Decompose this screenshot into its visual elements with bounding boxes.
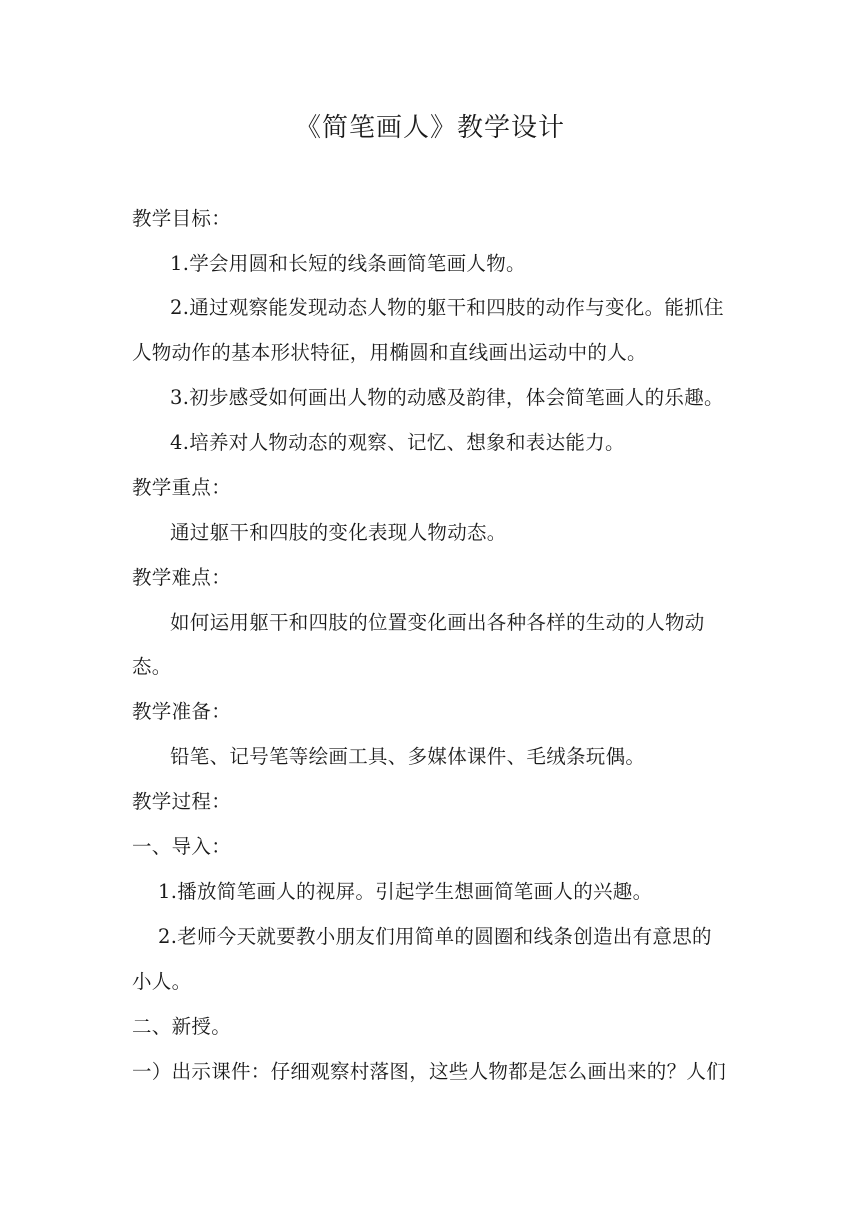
- process-section-2-heading: 二、新授。: [132, 1015, 232, 1038]
- process-section-2-sub-1-line-1: 一）出示课件：仔细观察村落图，这些人物都是怎么画出来的？人们: [132, 1060, 727, 1083]
- key-points-heading: 教学重点：: [132, 476, 232, 499]
- objective-item-2-line-2: 人物动作的基本形状特征，用椭圆和直线画出运动中的人。: [132, 341, 647, 364]
- key-points-text: 通过躯干和四肢的变化表现人物动态。: [170, 521, 507, 544]
- process-section-1-item-2-line-2: 小人。: [132, 970, 192, 993]
- document-title: 《简笔画人》教学设计: [294, 113, 565, 143]
- difficulties-text-line-1: 如何运用躯干和四肢的位置变化画出各种各样的生动的人物动: [170, 611, 705, 634]
- objective-item-4: 4.培养对人物动态的观察、记忆、想象和表达能力。: [170, 431, 625, 454]
- process-heading: 教学过程：: [132, 790, 232, 813]
- process-section-1-item-1: 1.播放简笔画人的视屏。引起学生想画简笔画人的兴趣。: [158, 880, 653, 903]
- process-section-1-heading: 一、导入：: [132, 835, 232, 858]
- objective-item-3: 3.初步感受如何画出人物的动感及韵律，体会简笔画人的乐趣。: [170, 386, 724, 409]
- preparation-text: 铅笔、记号笔等绘画工具、多媒体课件、毛绒条玩偶。: [170, 745, 646, 768]
- objectives-heading: 教学目标：: [132, 207, 232, 230]
- objective-item-1: 1.学会用圆和长短的线条画简笔画人物。: [170, 252, 526, 275]
- difficulties-text-line-2: 态。: [132, 655, 172, 678]
- objective-item-2-line-1: 2.通过观察能发现动态人物的躯干和四肢的动作与变化。能抓住: [170, 296, 724, 319]
- preparation-heading: 教学准备：: [132, 700, 232, 723]
- difficulties-heading: 教学难点：: [132, 566, 232, 589]
- process-section-1-item-2-line-1: 2.老师今天就要教小朋友们用简单的圆圈和线条创造出有意思的: [158, 925, 712, 948]
